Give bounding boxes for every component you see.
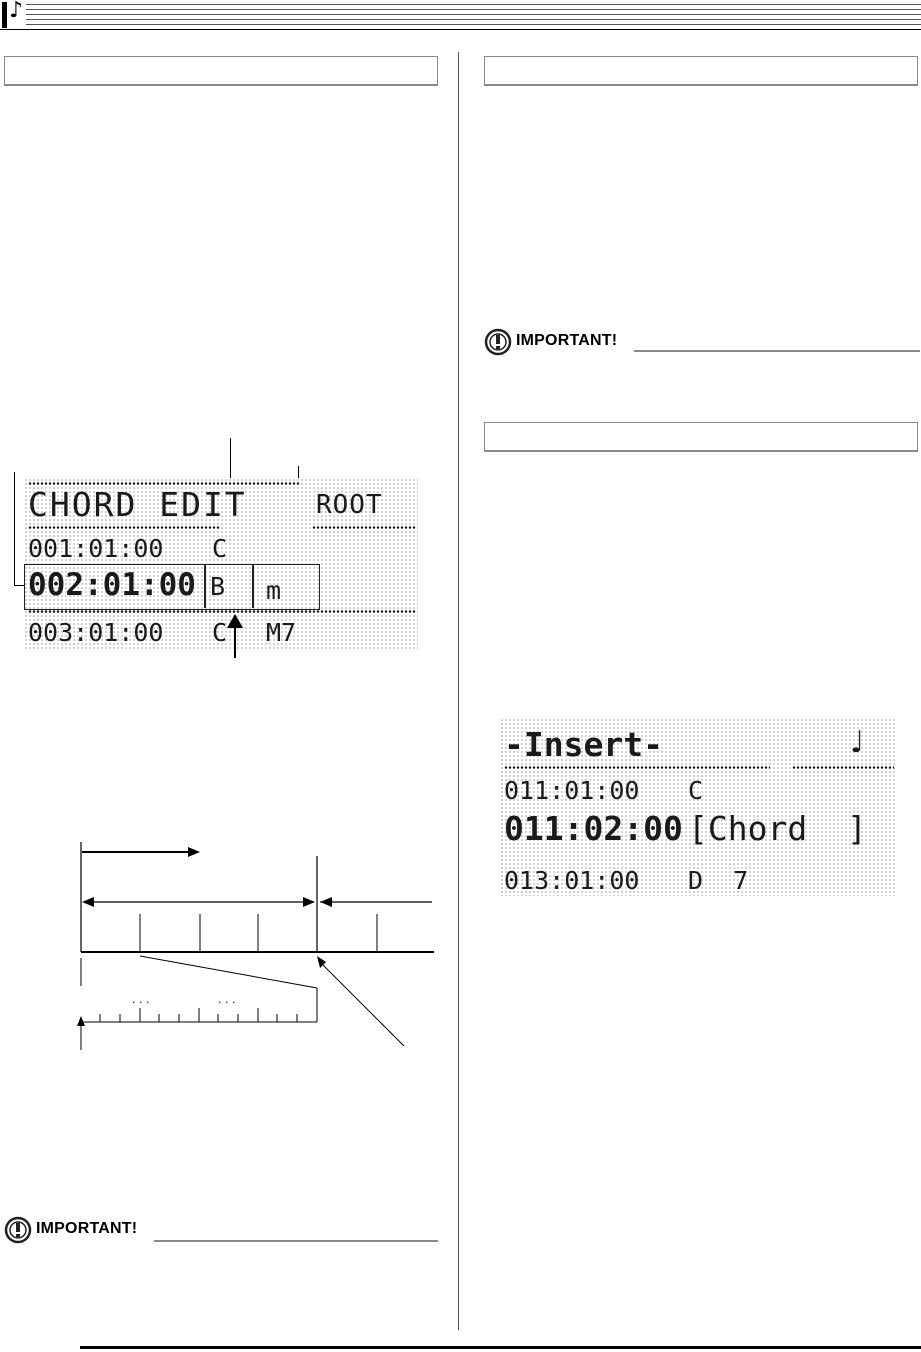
timeline-dots-right: · · ·: [218, 996, 236, 1009]
chord-edit-display: [10, 438, 430, 658]
lcd-row-3-time: 013:01:00: [504, 866, 640, 895]
section-header-left: [4, 56, 438, 86]
timeline-dots-left: · · ·: [132, 996, 150, 1009]
lcd-row-3-root: C: [212, 618, 228, 647]
lcd-row-2-value: [Chord ]: [688, 809, 867, 848]
important-notice-right: [484, 328, 920, 356]
lcd-mode: ROOT: [316, 490, 383, 520]
lcd-row-1-time: 011:01:00: [504, 776, 640, 805]
exclamation-icon: [4, 1216, 32, 1244]
insert-display: [500, 718, 896, 900]
music-note-icon: ♪: [9, 0, 24, 23]
lcd-title: CHORD EDIT: [28, 485, 247, 524]
section-header-right-1: [484, 56, 918, 86]
lcd-title: -Insert-: [504, 725, 663, 764]
measure-timeline-diagram: [70, 836, 440, 1050]
quarter-note-icon: ♩: [850, 725, 865, 760]
footer-rule: [80, 1346, 921, 1349]
staff-clef-bar: [2, 2, 7, 28]
staff-header: [0, 0, 921, 30]
important-label: IMPORTANT!: [516, 332, 618, 349]
lcd-row-1-root: C: [212, 534, 228, 563]
lcd-row-3-type: M7: [266, 618, 297, 647]
section-header-right-2: [484, 422, 918, 452]
lcd-row-2-root: B: [210, 572, 226, 601]
lcd-row-2-type: m: [266, 576, 282, 605]
lcd-row-2-time: 011:02:00: [504, 809, 683, 848]
lcd-row-1-time: 001:01:00: [28, 534, 164, 563]
column-divider: [458, 52, 459, 1330]
important-label: IMPORTANT!: [36, 1220, 138, 1237]
lcd-row-2-time: 002:01:00: [28, 567, 196, 603]
lcd-row-1-value: C: [688, 776, 704, 805]
exclamation-icon: [484, 328, 512, 356]
lcd-row-3-value: D 7: [688, 866, 749, 895]
cursor-arrow-icon: [227, 614, 243, 658]
important-notice-left: [4, 1216, 438, 1244]
lcd-row-3-time: 003:01:00: [28, 618, 164, 647]
